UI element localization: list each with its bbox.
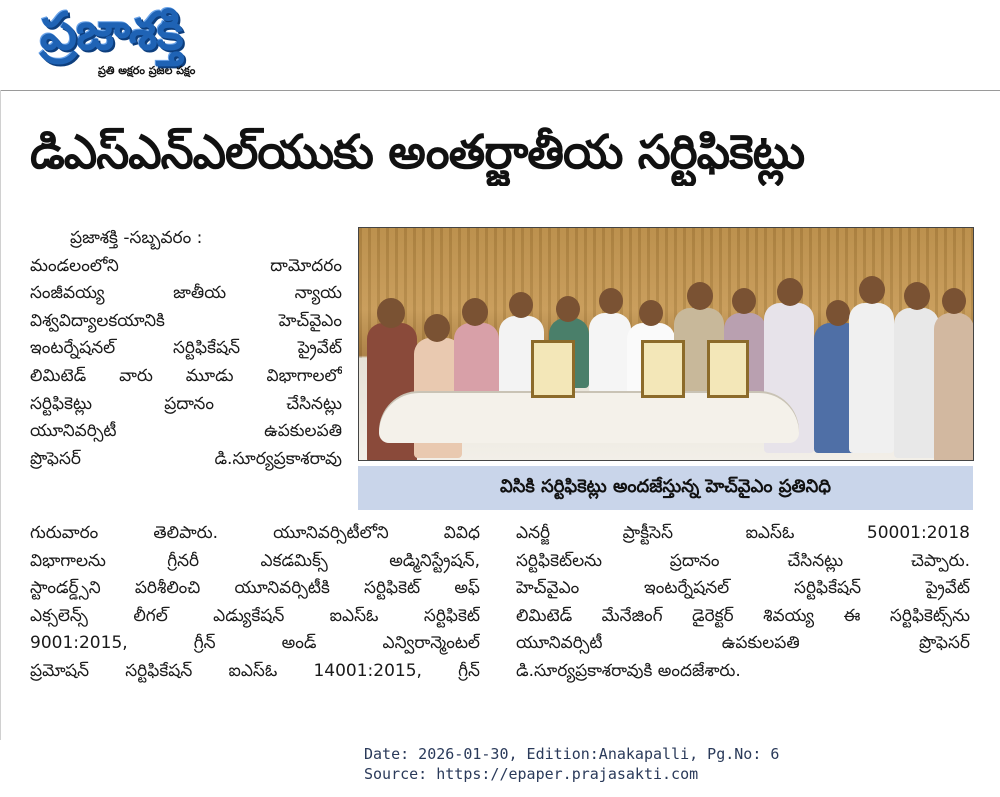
text-line: యూనివర్సిటీ ఉపకులపతి — [30, 421, 342, 442]
text-line: లిమిటెడ్ వారు మూడు విభాగాలలో — [30, 365, 342, 386]
certificate-frame — [707, 340, 749, 398]
page-left-border — [0, 90, 1, 740]
article-dateline — [30, 225, 342, 253]
conference-table — [379, 393, 799, 443]
article-column-2 — [30, 520, 480, 686]
certificate-frame — [531, 340, 575, 398]
text-line: గురువారం తెలిపారు. యూనివర్సిటీలోని వివిధ — [30, 523, 480, 543]
text-line: డి.సూర్యప్రకాశరావుకి అందజేశారు. — [516, 660, 741, 681]
masthead — [40, 4, 290, 86]
article-column-3 — [516, 520, 970, 686]
footer-date-line: Date: 2026-01-30, Edition:Anakapalli, Pg.No: 6 — [364, 745, 780, 763]
edition-footer — [364, 744, 779, 784]
dateline-separator: : — [196, 228, 203, 248]
newspaper-tagline: ప్రతి అక్షరం ప్రజల పక్షం — [98, 64, 196, 77]
text-line: ఎక్సలెన్స్ లీగల్ ఎడ్యుకేషన్ ఐఎస్ఓ సర్టిఫికెట్ — [30, 605, 480, 626]
certificate-frame — [641, 340, 685, 398]
text-line: సర్టిఫికెట్లు ప్రదానం చేసినట్లు — [30, 393, 342, 414]
text-line: 9001:2015, గ్రీన్ అండ్ ఎన్విరాన్మెంటల్ — [30, 633, 480, 654]
dateline-text: ప్రజాశక్తి -సబ్బవరం — [70, 228, 192, 248]
text-line: ప్రొఫెసర్ డి.సూర్యప్రకాశరావు — [30, 448, 342, 469]
text-line: సర్టిఫికెట్‌లను ప్రదానం చేసినట్లు చెప్పారు. — [516, 550, 970, 571]
text-line: స్టాండర్డ్స్‌ని పరిశీలించి యూనివర్సిటీకి సర్టిఫికెట్ అఫ్ — [30, 578, 480, 599]
text-line: ఇంటర్నేషనల్ సర్టిఫికేషన్ ప్రైవేట్ — [30, 338, 342, 359]
text-line: లిమిటెడ్ మేనేజింగ్ డైరెక్టర్ శివయ్య ఈ సర్టిఫికెట్స్‌ను — [516, 605, 970, 626]
header-divider — [0, 90, 1000, 91]
text-line: విభాగాలను గ్రీనరీ ఎకడమిక్స్ అడ్మినిస్ట్రేషన్, — [30, 550, 480, 571]
footer-source-link[interactable]: Source: https://epaper.prajasakti.com — [364, 765, 699, 783]
text-line: ఎనర్జీ ప్రాక్టీసెస్ ఐఎస్ఓ 50001:2018 — [516, 523, 970, 543]
text-line: హెచ్‌వైఎం ఇంటర్నేషనల్ సర్టిఫికేషన్ ప్రైవేట్ — [516, 578, 970, 599]
article-headline: డిఎస్ఎన్ఎల్‌యుకు అంతర్జాతీయ సర్టిఫికెట్లు — [30, 125, 805, 180]
text-line: యూనివర్సిటీ ఉపకులపతి ప్రొఫెసర్ — [516, 633, 970, 654]
photo-caption: విసికి సర్టిఫికెట్లు అందజేస్తున్న హెచ్‌వైఎం ప్రతినిధి — [358, 466, 973, 510]
text-line: విశ్వవిద్యాలకయానికి హెచ్‌వైఎం — [30, 310, 342, 331]
text-line: ప్రమోషన్ సర్టిఫికేషన్ ఐఎస్ఓ 14001:2015, గ్రీన్ — [30, 660, 480, 681]
text-line: సంజీవయ్య జాతీయ న్యాయ — [30, 283, 342, 304]
article-column-1 — [30, 225, 342, 473]
text-line: మండలంలోని దామోదరం — [30, 255, 342, 276]
newspaper-logo: ప్రజాశక్తి — [40, 2, 183, 62]
news-photo — [358, 227, 974, 461]
